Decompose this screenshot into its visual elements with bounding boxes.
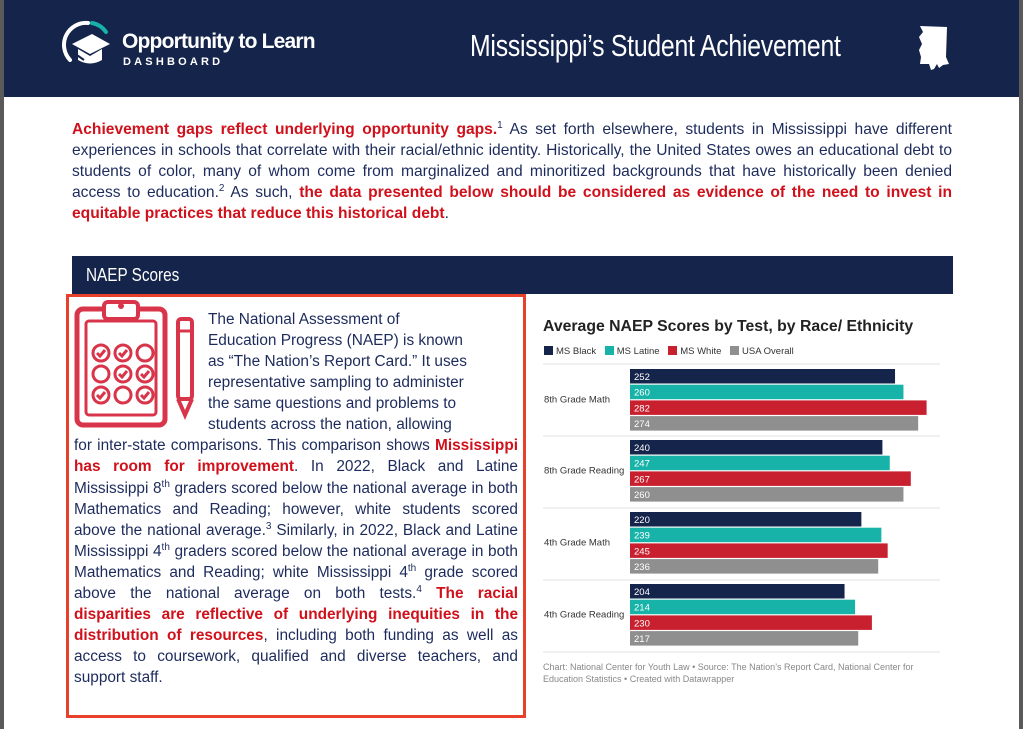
bar-value-label: 230 [634, 618, 650, 630]
page-header [4, 0, 1019, 97]
category-label: 4th Grade Reading [544, 609, 625, 621]
chart-title: Average NAEP Scores by Test, by Race/ Ethnicity [543, 318, 914, 335]
bar [630, 471, 911, 486]
bar-value-label: 260 [634, 387, 650, 399]
bar [630, 400, 927, 415]
bar [630, 600, 855, 615]
bar [630, 631, 858, 646]
bar-value-label: 245 [634, 546, 650, 558]
mississippi-state-icon [917, 24, 953, 74]
bar-value-label: 236 [634, 562, 650, 574]
bar-value-label: 267 [634, 474, 650, 486]
bar [630, 440, 882, 455]
body-text: , including both funding as well as access to coursework, qualified and diverse teachers, and support staff. [74, 626, 519, 687]
legend-label: MS Black [556, 346, 597, 357]
body-text: Similarly, in 2022, Black and Latine Mississippi 4 [74, 521, 518, 560]
category-label: 8th Grade Math [544, 394, 611, 406]
bar-value-label: 252 [634, 372, 650, 383]
footnote-ref-2: 2 [218, 182, 225, 194]
body-text: . In 2022, Black and Latine Mississippi 8 [74, 458, 518, 497]
intro-text-2: As such, [224, 184, 300, 201]
bar [630, 487, 903, 502]
bar-value-label: 239 [634, 530, 650, 542]
bar-value-label: 204 [634, 587, 650, 598]
body-text: graders scored below the national average in both Mathematics and Reading; white Mississippi 4 [74, 542, 518, 581]
bar [630, 385, 903, 400]
chart-source: Chart: National Center for Youth Law • Source: The Nation’s Report Card, National Center for Education Statistics • Created with Datawrapper [543, 662, 914, 684]
bar-value-label: 217 [634, 634, 650, 646]
bar [630, 543, 888, 558]
section-header [72, 256, 953, 294]
bar [630, 456, 890, 471]
bar-value-label: 260 [634, 490, 650, 502]
bar [630, 528, 881, 543]
bar-value-label: 214 [634, 602, 650, 614]
chart-plot [534, 300, 954, 660]
naep-description [74, 309, 518, 688]
bar [630, 559, 878, 574]
bar-value-label: 274 [634, 419, 650, 431]
page-title: Mississippi’s Student Achievement [470, 28, 841, 63]
body-text: graders scored below the national average in both Mathematics and Reading; however, white students scored above the national average. [74, 479, 518, 539]
graduation-cap-logo-icon [62, 20, 116, 72]
footnote-ref-3: 3 [265, 520, 272, 532]
naep-bar-chart [534, 300, 954, 700]
bar [630, 416, 918, 431]
footnote-ref-4: 4 [416, 583, 422, 595]
body-paragraph [74, 435, 518, 688]
body-line: as “The Nation’s Report Card.” It uses [208, 353, 467, 371]
section-title: NAEP Scores [86, 265, 180, 285]
bar [630, 369, 895, 384]
bar-value-label: 240 [634, 443, 650, 454]
body-line: representative sampling to administer [208, 374, 464, 392]
body-line: the same questions and problems to [208, 395, 457, 413]
legend-label: MS White [680, 346, 722, 357]
ordinal-suffix: th [161, 478, 170, 490]
category-label: 8th Grade Reading [544, 465, 625, 477]
ordinal-suffix: th [407, 562, 417, 574]
bar [630, 615, 872, 630]
intro-paragraph [72, 119, 952, 224]
bar [630, 584, 845, 599]
body-text: grade scored above the national average on both tests. [74, 563, 518, 602]
bar [630, 512, 861, 527]
footnote-ref-1: 1 [497, 119, 503, 131]
body-emphasis: The racial disparities are reflective of underlying inequities in the distribution of resources [74, 584, 519, 644]
intro-period: . [444, 205, 449, 222]
body-text: for inter-state comparisons. This comparison shows [74, 437, 436, 455]
body-line: Education Progress (NAEP) is known [208, 332, 463, 350]
body-line: students across the nation, allowing [208, 416, 452, 434]
logo-title: Opportunity to Learn [122, 30, 315, 53]
document-page [4, 0, 1019, 729]
intro-text: As set forth elsewhere, students in Mississippi have different experiences in schools that correlate with their racial/ethnic identity. Historically, the United States owes an educational debt to students of color, many of whom come from marginalized and minoritized backgrounds that have historically been denied access to education. [72, 121, 952, 201]
bar-value-label: 247 [634, 458, 650, 470]
ordinal-suffix: th [161, 541, 170, 553]
intro-lead: Achievement gaps reflect underlying opportunity gaps. [72, 121, 498, 138]
body-emphasis: Mississippi has room for improvement [74, 437, 518, 476]
legend-label: MS Latine [616, 346, 660, 357]
body-line: The National Assessment of [208, 311, 400, 328]
category-label: 4th Grade Math [544, 537, 611, 549]
bar-value-label: 282 [634, 403, 650, 415]
logo-subtitle: DASHBOARD [123, 56, 224, 68]
legend-label: USA Overall [742, 346, 794, 357]
intro-tail: the data presented below should be considered as evidence of the need to invest in equitable practices that reduce this historical debt [72, 184, 953, 222]
bar-value-label: 220 [634, 515, 650, 526]
